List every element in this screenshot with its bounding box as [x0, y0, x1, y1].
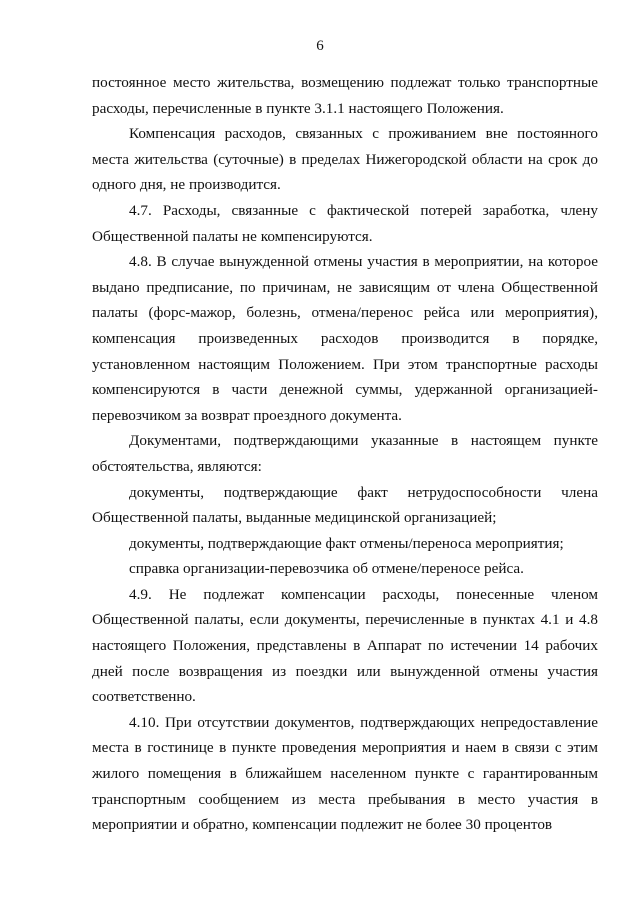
document-body — [92, 70, 598, 838]
paragraph-4-9: 4.9. Не подлежат компенсации расходы, понесенные членом Общественной палаты, если документы, перечисленные в пунктах 4.1 и 4.8 настоящего Положения, представлены в Аппарат по истечении 14 рабочих дней после возвращения из поездки или вынужденной отмены участия соответственно. — [92, 585, 598, 706]
paragraph-documents-intro: Документами, подтверждающими указанные в настоящем пункте обстоятельства, являются: — [92, 432, 598, 475]
paragraph-4-10: 4.10. При отсутствии документов, подтверждающих непредоставление места в гостинице в пункте проведения мероприятия и наем в связи с этим жилого помещения в ближайшем населенном пункте с гарантированным транспортным сообщением из места пребывания в место участия в мероприятии и обратно, компенсации подлежит не более 30 процентов — [92, 713, 598, 834]
paragraph-continuation: постоянное место жительства, возмещению подлежат только транспортные расходы, перечисленные в пункте 3.1.1 настоящего Положения. — [92, 74, 598, 117]
list-item-carrier-certificate: справка организации-перевозчика об отмене/переносе рейса. — [129, 560, 524, 578]
paragraph-daily-allowance: Компенсация расходов, связанных с проживанием вне постоянного места жительства (суточные) в пределах Нижегородской области на срок до одного дня, не производится. — [92, 125, 598, 194]
list-item-event-cancellation: документы, подтверждающие факт отмены/переноса мероприятия; — [129, 534, 564, 552]
paragraph-4-8: 4.8. В случае вынужденной отмены участия в мероприятии, на которое выдано предписание, по причинам, не зависящим от члена Общественной палаты (форс-мажор, болезнь, отмена/перенос рейса или мероприятия), компенсация произведенных расходов производится в порядке, установленном настоящим Положением. При этом транспортные расходы компенсируются в части денежной суммы, удержанной организацией-перевозчиком за возврат проездного документа. — [92, 253, 598, 424]
paragraph-4-7: 4.7. Расходы, связанные с фактической потерей заработка, члену Общественной палаты не компенсируются. — [92, 201, 598, 245]
page-number: 6 — [316, 38, 324, 54]
list-item-medical-documents: документы, подтверждающие факт нетрудоспособности члена Общественной палаты, выданные медицинской организацией; — [92, 483, 598, 527]
